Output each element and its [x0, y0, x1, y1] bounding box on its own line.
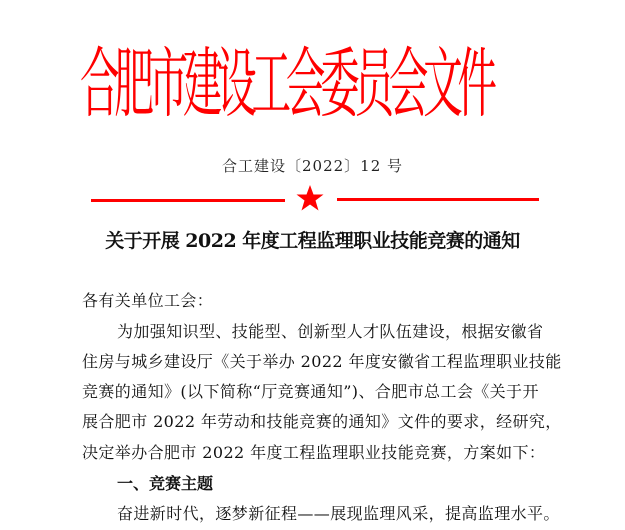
- org-title: [80, 36, 540, 132]
- salutation: 各有关单位工会：: [82, 291, 214, 310]
- section-heading: 一、竞赛主题: [117, 474, 214, 493]
- right-red-rule: [337, 198, 539, 201]
- notice-title: 关于开展 2022 年度工程监理职业技能竞赛的通知: [105, 230, 520, 252]
- paragraph-line: 展合肥市 2022 年劳动和技能竞赛的通知》文件的要求，经研究，: [82, 412, 562, 431]
- org-title-text: 合肥市建设工会委员会文件: [80, 39, 492, 128]
- paragraph-line: 决定举办合肥市 2022 年度工程监理职业技能竞赛，方案如下：: [82, 443, 546, 462]
- paragraph-line: 为加强知识型、技能型、创新型人才队伍建设，根据安徽省: [117, 322, 544, 341]
- section-text: 奋进新时代，逐梦新征程——展现监理风采，提高监理水平。: [117, 504, 560, 523]
- document-number: 合工建设〔2022〕12 号: [221, 157, 404, 175]
- paragraph-line: 住房与城乡建设厅《关于举办 2022 年度安徽省工程监理职业技能: [82, 352, 562, 371]
- star-icon: [295, 183, 325, 213]
- left-red-rule: [91, 199, 285, 202]
- paragraph-line: 竞赛的通知》(以下简称“厅竞赛通知”)、合肥市总工会《关于开: [82, 382, 539, 401]
